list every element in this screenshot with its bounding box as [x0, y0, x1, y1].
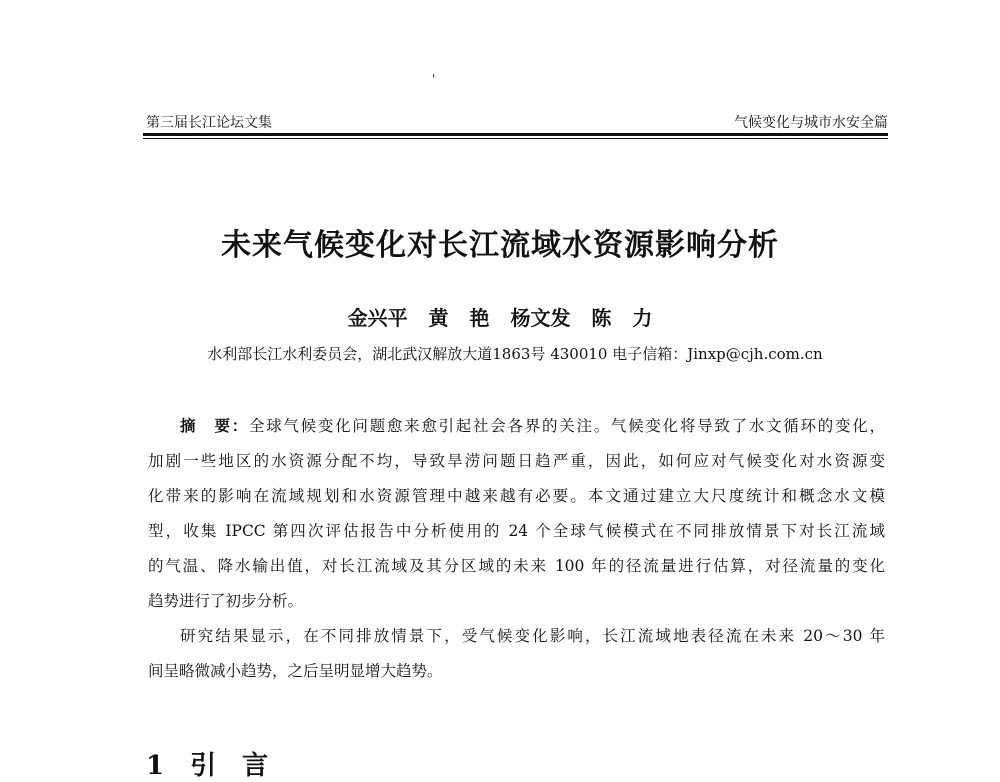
- abstract-line: 趋势进行了初步分析。: [148, 592, 304, 610]
- running-header-left: 第三届长江论坛文集: [146, 115, 272, 131]
- running-header-right: 气候变化与城市水安全篇: [734, 115, 888, 131]
- abstract-line: 加剧一些地区的水资源分配不均，导致旱涝问题日趋严重，因此，如何应对气候变化对水资源变: [148, 452, 885, 470]
- result-line: 间呈略微减小趋势，之后呈明显增大趋势。: [148, 662, 443, 680]
- authors: 金兴平 黄 艳 杨文发 陈 力: [347, 306, 653, 330]
- abstract-line: 化带来的影响在流域规划和水资源管理中越来越有必要。本文通过建立大尺度统计和概念水文模: [148, 487, 885, 505]
- affiliation: 水利部长江水利委员会，湖北武汉解放大道1863号 430010 电子信箱：Jinxp@cjh.com.cn: [207, 345, 823, 363]
- paper-title: 未来气候变化对长江流域水资源影响分析: [221, 228, 779, 263]
- header-rule: [143, 133, 888, 136]
- scan-mark: ': [432, 72, 436, 86]
- result-line: 研究结果显示，在不同排放情景下，受气候变化影响，长江流域地表径流在未来 20～30 年: [180, 627, 885, 645]
- abstract-label: 摘 要：: [180, 416, 249, 435]
- header-rule-thin: [143, 138, 888, 139]
- abstract-line: 型，收集 IPCC 第四次评估报告中分析使用的 24 个全球气候模式在不同排放情景下对长江流域: [148, 522, 885, 540]
- section-heading: 1 引 言: [146, 751, 269, 781]
- abstract-line: 摘 要：全球气候变化问题愈来愈引起社会各界的关注。气候变化将导致了水文循环的变化，: [180, 416, 885, 435]
- abstract-line: 的气温、降水输出值，对长江流域及其分区域的未来 100 年的径流量进行估算，对径流量的变化: [148, 557, 885, 575]
